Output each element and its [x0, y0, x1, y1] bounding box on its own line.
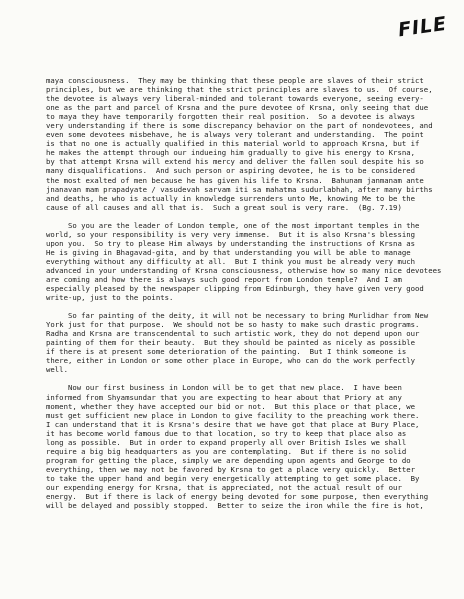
- text-line: program for getting the place, simply we are depending upon agents and George to do: [46, 455, 411, 465]
- text-line: everything, then we may not be favored by Krsna to get a place very quickly. Better: [46, 464, 416, 474]
- text-line: moment, whether they have accepted our bid or not. But this place or that place, we: [46, 401, 416, 411]
- text-line: I can understand that it is Krsna's desire that we have got that place at Bury Place,: [46, 419, 420, 429]
- text-line: the most exalted of men because he has given his life to Krsna. Bahunam janmanam ante: [46, 175, 424, 185]
- text-line: jnanavan mam prapadyate / vasudevah sarvam iti sa mahatma sudurlabhah, after many births: [46, 184, 433, 194]
- text-line: the devotee is always very liberal-minded and tolerant towards everyone, seeing every-: [46, 94, 424, 104]
- text-line: Now our first business in London will be to get that new place. I have been: [46, 383, 402, 393]
- paragraph: [46, 383, 448, 510]
- text-line: informed from Shyamsundar that you are expecting to hear about that Priory at any: [46, 392, 402, 402]
- letter-body: [46, 76, 448, 510]
- text-line: So far painting of the deity, it will not be necessary to bring Murlidhar from New: [46, 311, 429, 321]
- text-line: maya consciousness. They may be thinking that these people are slaves of their strict: [46, 76, 424, 85]
- text-line: principles, but we are thinking that the strict principles are slaves to us. Of course,: [46, 85, 433, 95]
- text-line: world, so your responsibility is very very immense. But it is also Krsna's blessing: [46, 229, 416, 239]
- text-line: He is giving in Bhagavad-gita, and by that understanding you will be able to manage: [46, 247, 411, 257]
- text-line: to take the upper hand and begin very energetically attempting to get some place. By: [46, 473, 420, 483]
- text-line: many disqualifications. And such person or aspiring devotee, he is to be considered: [46, 166, 416, 176]
- text-line: are coming and how there is always such good report from London temple? And I am: [46, 274, 402, 284]
- text-line: and deaths, he who is actually in knowledge surrenders unto Me, knowing Me to be the: [46, 193, 416, 203]
- text-line: there, either in London or some other place in Europe, who can do the work perfectly: [46, 356, 416, 366]
- paragraph: [46, 76, 448, 212]
- text-line: to maya they have temporarily forgotten their real position. So a devotee is always: [46, 112, 416, 122]
- text-line: upon you. So try to please Him always by understanding the instructions of Krsna as: [46, 238, 416, 248]
- text-line: So you are the leader of London temple, one of the most important temples in the: [46, 220, 420, 230]
- text-line: write-up, just to the points.: [46, 293, 174, 303]
- paragraph-gap: [46, 302, 448, 311]
- text-line: long as possible. But in order to expand properly all over British Isles we shall: [46, 437, 407, 447]
- text-line: very understanding if there is some discrepancy behavior on the part of nondevotees, and: [46, 121, 433, 131]
- text-line: energy. But if there is lack of energy being devoted for some purpose, then everything: [46, 492, 429, 502]
- text-line: York just for that purpose. We should not be so hasty to make such drastic programs.: [46, 320, 420, 330]
- paragraph: [46, 311, 448, 374]
- text-line: it has become world famous due to that location, so try to keep that place also as: [46, 428, 407, 438]
- text-line: one as the part and parcel of Krsna and the pure devotee of Krsna, only seeing that due: [46, 103, 429, 113]
- text-line: Radha and Krsna are transcendental to such artistic work, they do not depend upon our: [46, 329, 420, 339]
- file-stamp: FILE: [396, 12, 449, 42]
- text-line: is that no one is actually qualified in this material world to approach Krsna, but if: [46, 139, 420, 149]
- text-line: everything without any difficulty at all. But I think you must be already very much: [46, 256, 416, 266]
- text-line: especially pleased by the newspaper clipping from Edinburgh, they have given very good: [46, 284, 424, 294]
- text-line: will be delayed and possibly stopped. Better to seize the iron while the fire is hot,: [46, 501, 424, 511]
- text-line: require a big big headquarters as you are contemplating. But if there is no solid: [46, 446, 407, 456]
- text-line: cause of all causes and all that is. Such a great soul is very rare. (Bg. 7.19): [46, 202, 402, 212]
- text-line: by that attempt Krsna will extend his mercy and deliver the fallen soul despite his so: [46, 157, 424, 167]
- text-line: if there is at present some deterioration of the painting. But I think someone is: [46, 347, 407, 357]
- paragraph-gap: [46, 374, 448, 383]
- text-line: painting of them for their beauty. But they should be painted as nicely as possible: [46, 338, 416, 348]
- text-line: our expending energy for Krsna, that is appreciated, not the actual result of our: [46, 482, 402, 492]
- text-line: even some devotees misbehave, he is always very tolerant and understanding. The point: [46, 130, 424, 140]
- text-line: he makes the attempt through our indueing him gradually to give his energy to Krsna,: [46, 148, 416, 158]
- paragraph: [46, 221, 448, 302]
- text-line: well.: [46, 365, 68, 375]
- paragraph-gap: [46, 212, 448, 221]
- text-line: must get sufficient new place in London to give facility to the preaching work there.: [46, 410, 420, 420]
- text-line: advanced in your understanding of Krsna consciousness, otherwise how so many nice devotees: [46, 265, 442, 275]
